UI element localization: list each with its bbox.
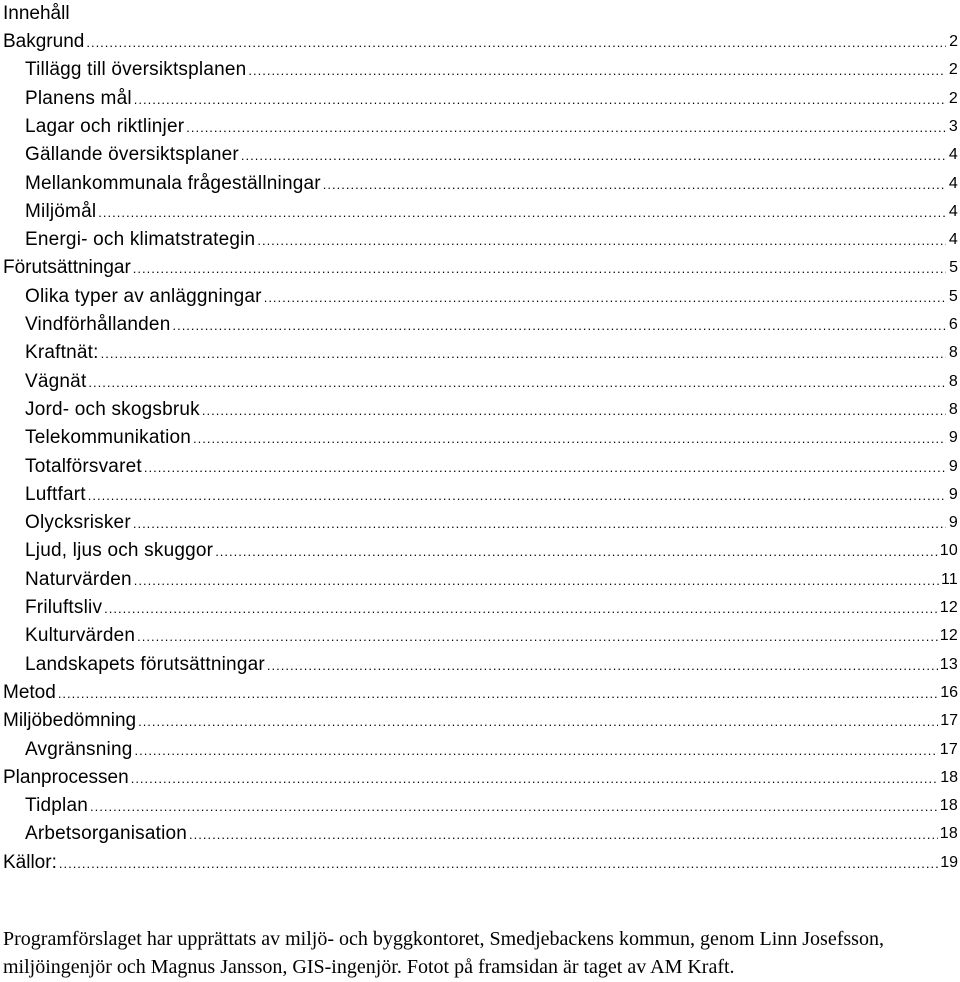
toc-entry[interactable]	[25, 424, 960, 452]
toc-entry-label: Friluftsliv	[25, 597, 103, 618]
toc-leader-dots	[104, 594, 938, 622]
toc-entry-page-number: 17	[939, 740, 958, 758]
toc-entry-page-number: 16	[940, 683, 958, 701]
toc-entry[interactable]	[25, 85, 960, 113]
toc-entry-page-number: 12	[939, 627, 958, 645]
toc-entry-label: Vindförhållanden	[25, 314, 171, 335]
toc-leader-dots	[134, 566, 939, 594]
toc-entry[interactable]	[25, 651, 960, 679]
toc-entry-label: Miljömål	[25, 200, 97, 222]
toc-entry-page-number: 10	[939, 542, 958, 560]
toc-entry[interactable]	[25, 537, 960, 565]
toc-entry[interactable]	[25, 141, 960, 169]
toc-entry-label: Avgränsning	[25, 738, 133, 760]
toc-entry-label: Telekommunikation	[25, 427, 192, 449]
toc-leader-dots	[101, 339, 946, 367]
toc-entry[interactable]	[25, 368, 960, 396]
toc-entry[interactable]	[3, 28, 960, 56]
toc-leader-dots	[58, 679, 938, 707]
toc-entry-label: Luftfart	[25, 483, 86, 505]
toc-entry[interactable]	[25, 566, 960, 594]
toc-entry-label: Mellankommunala frågeställningar	[25, 172, 321, 194]
toc-entry[interactable]	[25, 736, 960, 764]
toc-entry[interactable]	[3, 254, 960, 282]
toc-leader-dots	[257, 226, 946, 254]
toc-entry-label: Planens mål	[25, 87, 132, 109]
toc-leader-dots	[267, 651, 938, 679]
toc-leader-dots	[59, 849, 938, 877]
toc-entry-page-number: 2	[948, 89, 958, 107]
toc-entry-page-number: 17	[940, 712, 958, 730]
toc-entry-page-number: 18	[940, 768, 958, 786]
toc-entry-page-number: 8	[948, 400, 958, 418]
toc-entry[interactable]	[3, 764, 960, 792]
toc-entry-label: Gällande översiktsplaner	[25, 144, 239, 166]
toc-leader-dots	[98, 198, 946, 226]
toc-leader-dots	[90, 792, 938, 820]
toc-entry[interactable]	[25, 226, 960, 254]
toc-entry-label: Jord- och skogsbruk	[25, 398, 200, 420]
toc-entry-label: Ljud, ljus och skuggor	[25, 540, 214, 562]
toc-entry-page-number: 9	[948, 429, 958, 447]
toc-entry-label: Tillägg till översiktsplanen	[25, 59, 247, 81]
toc-entry-page-number: 13	[939, 655, 958, 673]
toc-entry-label: Förutsättningar	[3, 257, 131, 279]
toc-entry-label: Landskapets förutsättningar	[25, 653, 265, 675]
toc-entry-page-number: 5	[948, 287, 958, 305]
toc-entry-page-number: 4	[948, 146, 958, 164]
footer-note: Programförslaget har upprättats av miljö- och byggkontoret, Smedjebackens kommun, genom Linn Josefsson, miljöingenjör och Magnus Jansson, GIS-ingenjör. Fotot på framsidan är taget av AM Kraft.	[3, 928, 884, 978]
toc-entry-page-number: 4	[948, 202, 958, 220]
toc-entry[interactable]	[25, 311, 960, 339]
toc-entry[interactable]	[25, 622, 960, 650]
toc-entry-label: Metod	[3, 681, 56, 703]
toc-leader-dots	[193, 424, 946, 452]
toc-entry-page-number: 12	[939, 599, 958, 616]
toc-leader-dots	[86, 28, 946, 56]
toc-leader-dots	[133, 254, 946, 282]
toc-leader-dots	[241, 141, 946, 169]
toc-leader-dots	[133, 509, 946, 537]
toc-entry[interactable]	[25, 113, 960, 141]
toc-leader-dots	[215, 537, 938, 565]
toc-entry[interactable]	[25, 339, 960, 367]
toc-leader-dots	[137, 622, 938, 650]
toc-entry-label: Källor:	[3, 851, 57, 873]
toc-entry-page-number: 18	[939, 825, 958, 843]
toc-leader-dots	[134, 85, 946, 113]
toc-entry-page-number: 4	[948, 231, 958, 249]
toc-entry[interactable]	[25, 198, 960, 226]
toc-heading: Innehåll	[3, 3, 70, 24]
toc-entry-label: Olycksrisker	[25, 512, 131, 534]
toc-entry-page-number: 3	[948, 117, 958, 135]
toc-entry-label: Naturvärden	[25, 568, 132, 590]
toc-entry-label: Totalförsvaret	[25, 455, 142, 477]
toc-entry-page-number: 8	[948, 344, 958, 362]
toc-entry[interactable]	[25, 170, 960, 198]
toc-leader-dots	[186, 113, 946, 141]
toc-leader-dots	[248, 56, 946, 84]
toc-entry-label: Olika typer av anläggningar	[25, 285, 262, 307]
toc-entry-label: Lagar och riktlinjer	[25, 115, 185, 137]
toc-entry[interactable]	[25, 481, 960, 509]
toc-entry-page-number: 8	[948, 372, 958, 390]
toc-entry-label: Kulturvärden	[25, 625, 136, 647]
toc-entry-page-number: 5	[949, 259, 958, 277]
toc-entry-label: Bakgrund	[3, 31, 85, 52]
toc-entry-label: Arbetsorganisation	[25, 823, 188, 845]
toc-entry[interactable]	[3, 849, 960, 877]
toc-entry-page-number: 9	[948, 514, 958, 532]
toc-leader-dots	[88, 368, 946, 396]
toc-entry-label: Planprocessen	[3, 766, 129, 788]
toc-leader-dots	[264, 283, 946, 311]
toc-entry-label: Kraftnät:	[25, 342, 99, 364]
toc-leader-dots	[323, 170, 946, 198]
toc-entry-page-number: 6	[948, 316, 958, 333]
toc-entry[interactable]	[25, 283, 960, 311]
toc-entry[interactable]	[3, 707, 960, 735]
toc-entry-label: Tidplan	[25, 795, 89, 817]
toc-entry-page-number: 2	[948, 61, 958, 79]
toc-entry[interactable]	[25, 396, 960, 424]
toc-leader-dots	[172, 311, 946, 339]
toc-entry[interactable]	[25, 792, 960, 820]
toc-leader-dots	[88, 481, 946, 509]
toc-entry-page-number: 4	[948, 174, 958, 192]
toc-entry-label: Miljöbedömning	[3, 710, 137, 732]
toc-entry-page-number: 9	[948, 457, 958, 475]
toc-leader-dots	[202, 396, 946, 424]
toc-leader-dots	[138, 707, 938, 735]
toc-entry-label: Vägnät	[25, 370, 87, 392]
toc-entry[interactable]	[25, 594, 960, 622]
toc-leader-dots	[134, 736, 937, 764]
toc-entry[interactable]	[25, 509, 960, 537]
toc-entry-page-number: 18	[939, 797, 958, 815]
toc-entry[interactable]	[25, 56, 960, 84]
toc-entry[interactable]	[25, 820, 960, 848]
toc-entry-label: Energi- och klimatstrategin	[25, 229, 256, 251]
toc-entry[interactable]	[25, 453, 960, 481]
toc-entry-page-number: 11	[940, 570, 958, 588]
toc-entry[interactable]	[3, 679, 960, 707]
toc-leader-dots	[189, 820, 938, 848]
toc-leader-dots	[144, 453, 946, 481]
toc-entry-page-number: 2	[949, 33, 958, 50]
toc-entry-page-number: 9	[948, 485, 958, 503]
toc-leader-dots	[131, 764, 939, 792]
toc-entry-page-number: 19	[940, 853, 958, 871]
